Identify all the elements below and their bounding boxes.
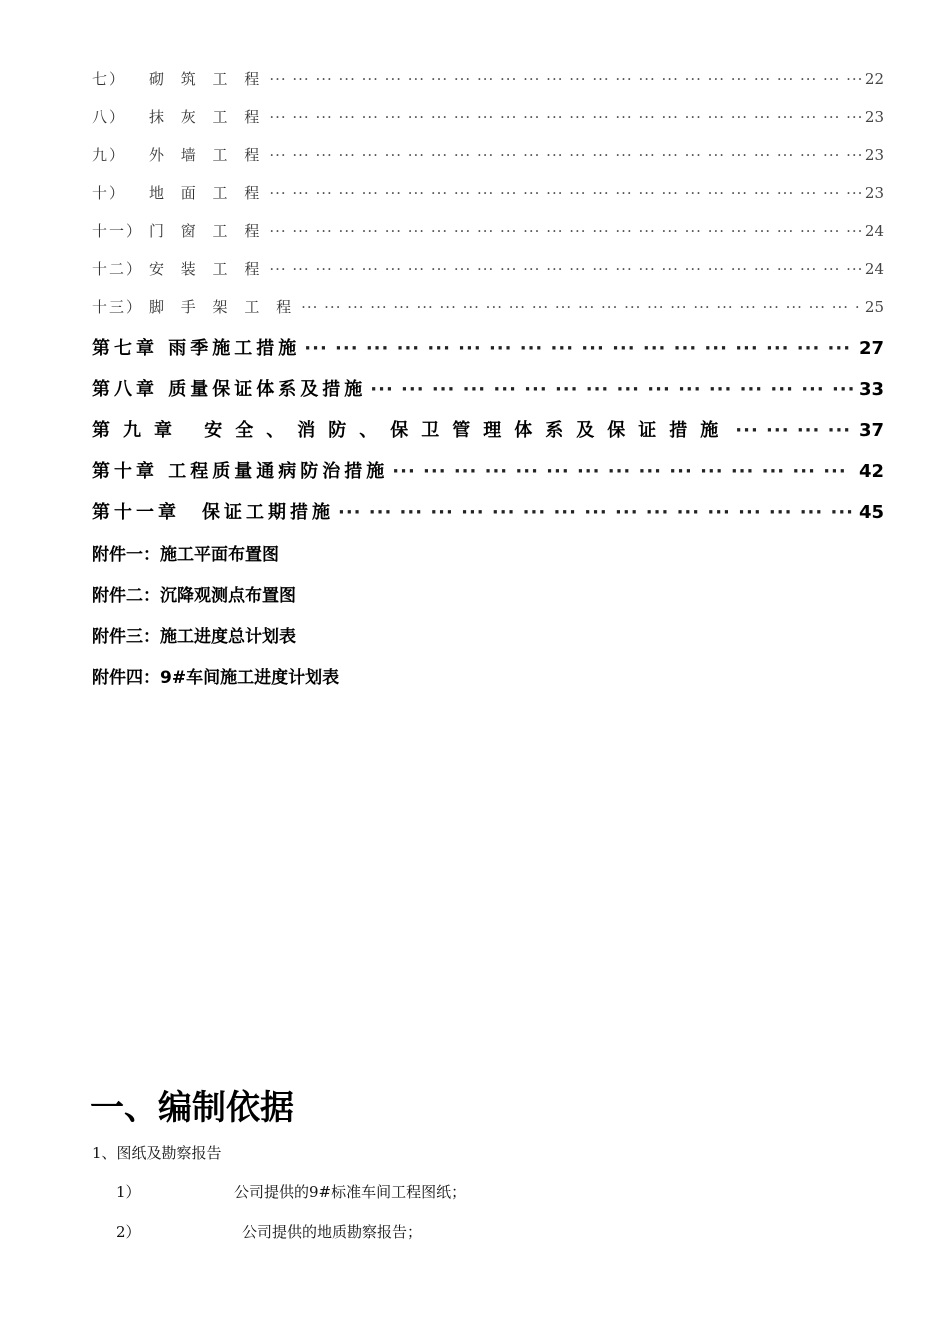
toc-chapter-title: 第十一章 保证工期措施 xyxy=(92,502,334,523)
subsection-heading: 1、图纸及勘察报告 xyxy=(92,1144,222,1162)
dot-leader xyxy=(338,502,855,523)
toc-chapter-title: 第九章 安全、消防、保卫管理体系及保证措施 xyxy=(92,420,732,441)
toc-chapter-page: 33 xyxy=(858,379,884,400)
toc-entry[interactable] xyxy=(92,182,884,202)
toc-entry-number: 九） xyxy=(92,146,127,164)
toc-entry[interactable] xyxy=(92,296,884,316)
toc-entry-number: 十） xyxy=(92,184,127,202)
toc-entry-page: 23 xyxy=(864,108,884,126)
toc-entry-title: 地 面 工 程 xyxy=(149,184,266,202)
dot-leader xyxy=(269,222,861,240)
dot-leader xyxy=(269,70,861,88)
toc-chapter-page: 45 xyxy=(858,502,884,523)
toc-entry-title: 抹 灰 工 程 xyxy=(149,108,266,126)
appendix-entry[interactable]: 附件三：施工进度总计划表 xyxy=(92,627,296,647)
toc-chapter[interactable] xyxy=(92,498,884,524)
toc-entry[interactable] xyxy=(92,68,884,88)
toc-entry[interactable] xyxy=(92,106,884,126)
dot-leader xyxy=(269,108,861,126)
toc-entry-page: 25 xyxy=(864,298,884,316)
appendix-entry[interactable]: 附件一：施工平面布置图 xyxy=(92,545,279,565)
toc-entry-number: 十二） xyxy=(92,260,144,278)
toc-entry-number: 七） xyxy=(92,70,127,88)
list-item-number: 2） xyxy=(116,1223,141,1241)
toc-entry-page: 23 xyxy=(864,184,884,202)
toc-chapter-page: 27 xyxy=(858,338,884,359)
dot-leader xyxy=(301,298,861,316)
toc-chapter[interactable] xyxy=(92,334,884,360)
toc-chapter-title: 第八章 质量保证体系及措施 xyxy=(92,379,367,400)
list-item xyxy=(116,1181,466,1202)
dot-leader xyxy=(370,379,855,400)
toc-entry-number: 十三） xyxy=(92,298,144,316)
toc-entry-page: 22 xyxy=(864,70,884,88)
toc-chapter-title: 第七章 雨季施工措施 xyxy=(92,338,301,359)
dot-leader xyxy=(269,146,861,164)
toc-chapter[interactable] xyxy=(92,416,884,442)
dot-leader xyxy=(392,461,855,482)
toc-entry-page: 23 xyxy=(864,146,884,164)
dot-leader xyxy=(735,420,855,441)
toc-entry-page: 24 xyxy=(864,260,884,278)
toc-entry-title: 门 窗 工 程 xyxy=(149,222,266,240)
toc-chapter-title: 第十章 工程质量通病防治措施 xyxy=(92,461,389,482)
toc-entry-title: 外 墙 工 程 xyxy=(149,146,266,164)
toc-entry[interactable] xyxy=(92,220,884,240)
toc-chapter[interactable] xyxy=(92,457,884,483)
toc-entry-page: 24 xyxy=(864,222,884,240)
toc-entry[interactable] xyxy=(92,258,884,278)
appendix-entry[interactable]: 附件二：沉降观测点布置图 xyxy=(92,586,296,606)
appendix-entry[interactable]: 附件四：9#车间施工进度计划表 xyxy=(92,668,340,688)
dot-leader xyxy=(304,338,855,359)
dot-leader xyxy=(269,260,861,278)
list-item-number: 1） xyxy=(116,1183,141,1201)
toc-entry-number: 八） xyxy=(92,108,127,126)
toc-entry[interactable] xyxy=(92,144,884,164)
dot-leader xyxy=(269,184,861,202)
list-item-text: 公司提供的地质勘察报告； xyxy=(242,1223,423,1241)
list-item-text: 公司提供的9#标准车间工程图纸； xyxy=(234,1183,467,1201)
toc-chapter-page: 37 xyxy=(858,420,884,441)
toc-entry-title: 安 装 工 程 xyxy=(149,260,266,278)
toc-chapter[interactable] xyxy=(92,375,884,401)
toc-entry-title: 砌 筑 工 程 xyxy=(149,70,266,88)
toc-entry-title: 脚 手 架 工 程 xyxy=(149,298,298,316)
toc-chapter-page: 42 xyxy=(858,461,884,482)
section-heading: 一、编制依据 xyxy=(90,1088,294,1128)
list-item xyxy=(116,1221,422,1242)
toc-entry-number: 十一） xyxy=(92,222,144,240)
